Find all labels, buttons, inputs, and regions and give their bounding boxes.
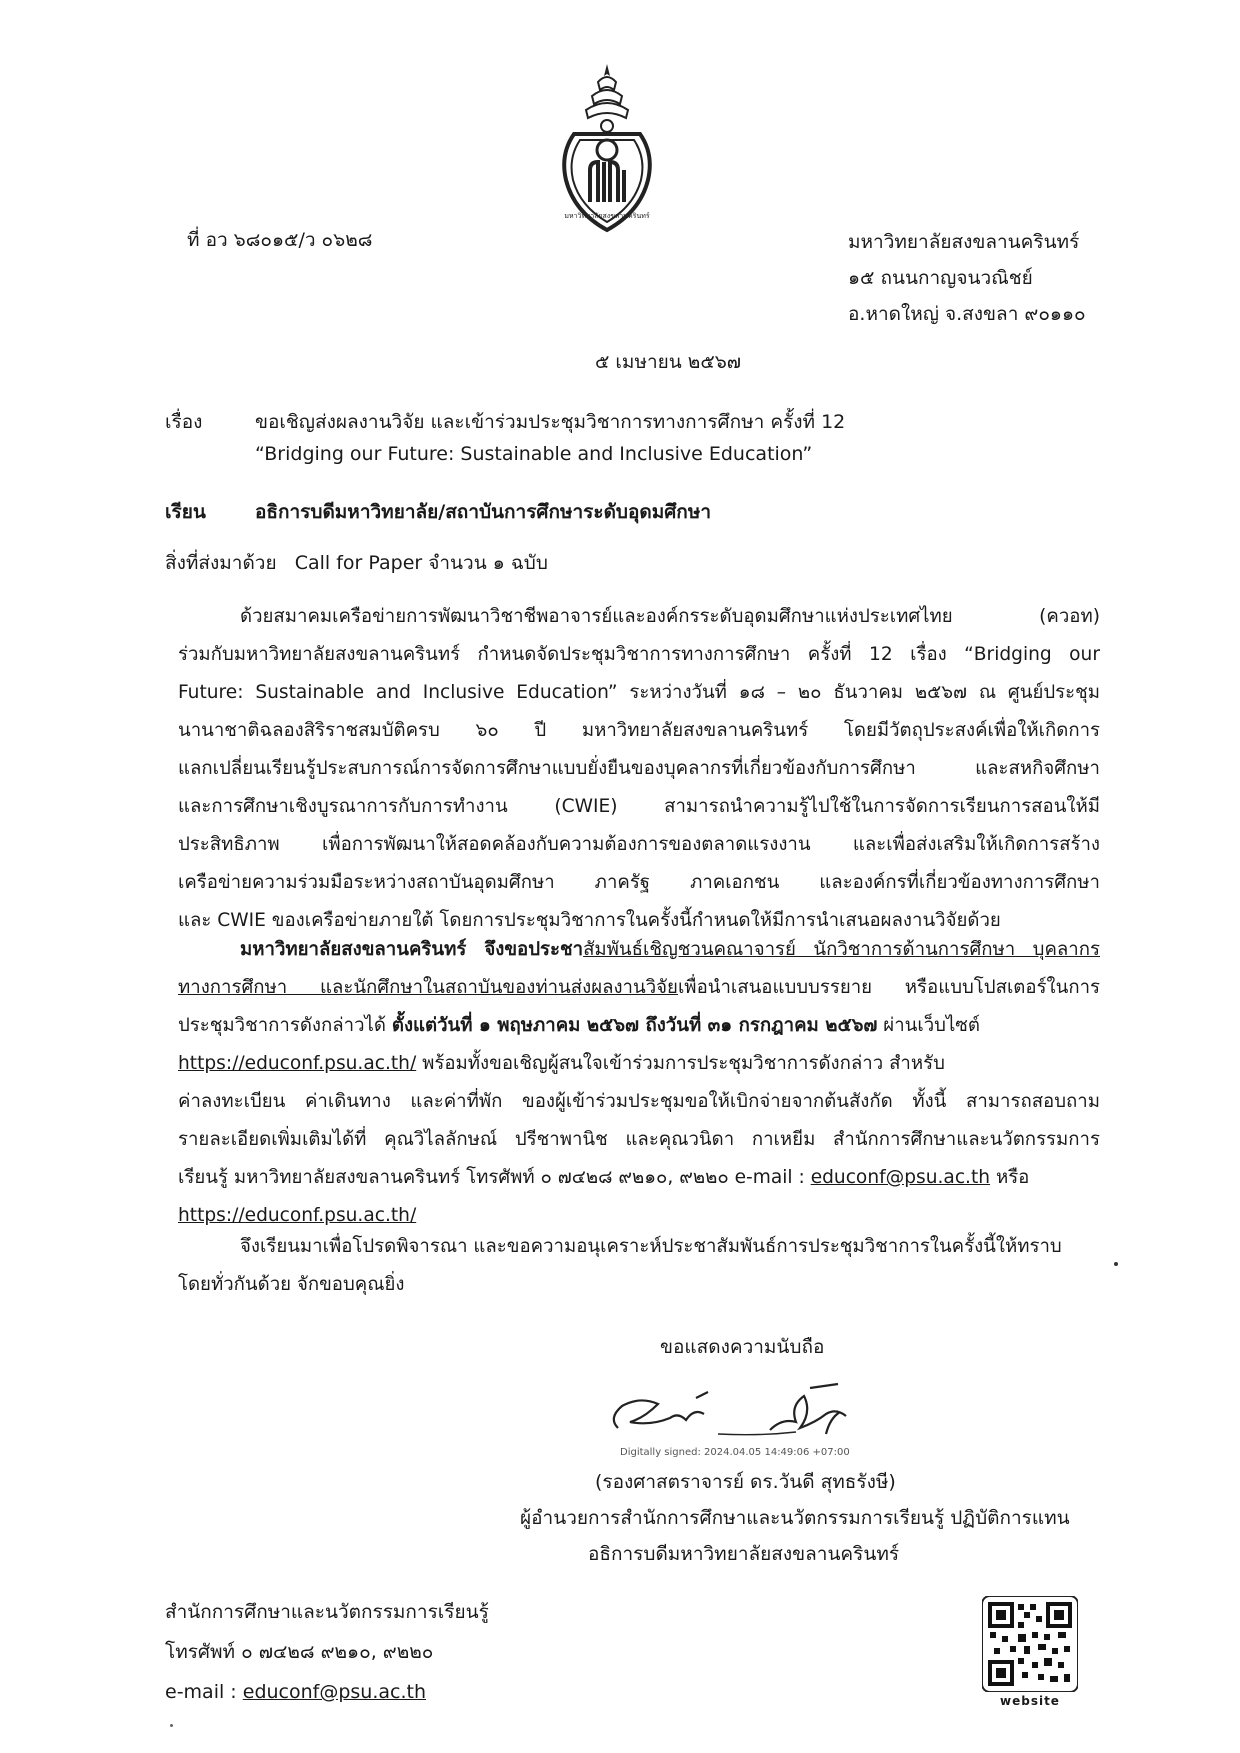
- recipient-value: อธิการบดีมหาวิทยาลัย/สถาบันการศึกษาระดับอุดมศึกษา: [255, 501, 712, 523]
- text-segment: ประชุมวิชาการดังกล่าวได้: [178, 1015, 392, 1036]
- university-name-bold: มหาวิทยาลัยสงขลานครินทร์ จึงขอประชา: [240, 939, 584, 960]
- paragraph-line: นานาชาติฉลองสิริราชสมบัติครบ ๖๐ ปี มหาวิทยาลัยสงขลานครินทร์ โดยมีวัตถุประสงค์เพื่อให้เกิดการ: [178, 720, 1100, 741]
- subject-line-1: ขอเชิญส่งผลงานวิจัย และเข้าร่วมประชุมวิชาการทางการศึกษา ครั้งที่ 12: [255, 411, 846, 433]
- paragraph-line: [178, 931, 1100, 969]
- university-crest-logo: [552, 62, 662, 240]
- paragraph-line: [178, 969, 1100, 1007]
- paragraph-line: [178, 1045, 1100, 1083]
- address-line-1: มหาวิทยาลัยสงขลานครินทร์: [848, 231, 1080, 253]
- signer-position-2: อธิการบดีมหาวิทยาลัยสงขลานครินทร์: [588, 1543, 900, 1565]
- submission-period-bold: ตั้งแต่วันที่ ๑ พฤษภาคม ๒๕๖๗ ถึงวันที่ ๓๑ กรกฎาคม ๒๕๖๗: [391, 1015, 878, 1036]
- handwritten-signature: [600, 1378, 920, 1450]
- address-line-3: อ.หาดใหญ่ จ.สงขลา ๙๐๑๑๐: [848, 303, 1086, 325]
- subject-label: เรื่อง: [165, 411, 203, 433]
- enclosure-line: สิ่งที่ส่งมาด้วย Call for Paper จำนวน ๑ ฉบับ: [165, 552, 548, 574]
- signer-name: (รองศาสตราจารย์ ดร.วันดี สุทธรังษี): [595, 1471, 896, 1493]
- website-link[interactable]: https://educonf.psu.ac.th/: [178, 1053, 417, 1074]
- digital-signature-stamp: Digitally signed: 2024.04.05 14:49:06 +07:00: [620, 1447, 850, 1458]
- paragraph-line: จึงเรียนมาเพื่อโปรดพิจารณา และขอความอนุเคราะห์ประชาสัมพันธ์การประชุมวิชาการในครั้งนี้ให้ทราบ: [240, 1236, 1062, 1257]
- website-qr-code[interactable]: [982, 1596, 1078, 1692]
- text-segment: เพื่อนำเสนอแบบบรรยาย หรือแบบโปสเตอร์ในการ: [677, 977, 1100, 998]
- paragraph-line: ค่าลงทะเบียน ค่าเดินทาง และค่าที่พัก ของผู้เข้าร่วมประชุมขอให้เบิกจ่ายจากต้นสังกัด ทั้งนี้ สามารถสอบถาม: [178, 1091, 1100, 1112]
- body-paragraph-1: [178, 598, 1100, 940]
- website-link[interactable]: https://educonf.psu.ac.th/: [178, 1205, 417, 1226]
- stray-dot: [170, 1724, 173, 1727]
- paragraph-line: รายละเอียดเพิ่มเติมได้ที่ คุณวิไลลักษณ์ ปรีชาพานิช และคุณวนิดา กาเหยีม สำนักการศึกษาและนวัตกรรมการ: [178, 1129, 1100, 1150]
- footer-phone: โทรศัพท์ ๐ ๗๔๒๘ ๙๒๑๐, ๙๒๒๐: [165, 1641, 434, 1663]
- footer-office: สำนักการศึกษาและนวัตกรรมการเรียนรู้: [165, 1601, 489, 1623]
- paragraph-line: ประสิทธิภาพ เพื่อการพัฒนาให้สอดคล้องกับความต้องการของตลาดแรงงาน และเพื่อส่งเสริมให้เกิดการสร้าง: [178, 834, 1100, 855]
- sender-address: [848, 224, 1086, 332]
- crest-text: มหาวิทยาลัยสงขลานครินทร์: [564, 212, 650, 220]
- text-segment: หรือ: [990, 1167, 1030, 1188]
- text-segment: เรียนรู้ มหาวิทยาลัยสงขลานครินทร์ โทรศัพท์ ๐ ๗๔๒๘ ๙๒๑๐, ๙๒๒๐ e-mail :: [178, 1167, 811, 1188]
- underlined-text: ทางการศึกษา และนักศึกษาในสถาบันของท่านส่งผลงานวิจัย: [178, 977, 678, 998]
- paragraph-line: [178, 1159, 1100, 1197]
- qr-code-label: website: [1000, 1694, 1060, 1708]
- email-link[interactable]: educonf@psu.ac.th: [810, 1167, 991, 1188]
- closing-phrase: ขอแสดงความนับถือ: [660, 1336, 825, 1358]
- subject-line-2: “Bridging our Future: Sustainable and Inclusive Education”: [255, 443, 813, 465]
- recipient-label: เรียน: [165, 501, 206, 523]
- address-line-2: ๑๕ ถนนกาญจนวณิชย์: [848, 267, 1033, 289]
- body-paragraph-2: [178, 931, 1100, 1235]
- paragraph-line: ด้วยสมาคมเครือข่ายการพัฒนาวิชาชีพอาจารย์และองค์กรระดับอุดมศึกษาแห่งประเทศไทย (ควอท): [240, 606, 1100, 627]
- footer-email-link[interactable]: educonf@psu.ac.th: [242, 1681, 427, 1703]
- paragraph-line: แลกเปลี่ยนเรียนรู้ประสบการณ์การจัดการศึกษาแบบยั่งยืนของบุคลากรที่เกี่ยวข้องกับการศึกษา และสหกิจศึกษา: [178, 758, 1100, 779]
- body-paragraph-3: [178, 1228, 1100, 1304]
- paragraph-line: และ CWIE ของเครือข่ายภายใต้ โดยการประชุมวิชาการในครั้งนี้กำหนดให้มีการนำเสนอผลงานวิจัยด้วย: [178, 910, 1001, 931]
- letter-date: ๕ เมษายน ๒๕๖๗: [595, 351, 742, 373]
- paragraph-line: [178, 1007, 1100, 1045]
- underlined-text: สัมพันธ์เชิญชวนคณาจารย์ นักวิชาการด้านการศึกษา บุคลากร: [583, 939, 1100, 960]
- text-segment: ผ่านเว็บไซต์: [877, 1015, 980, 1036]
- stray-dot: [1114, 1262, 1118, 1266]
- paragraph-line: และการศึกษาเชิงบูรณาการกับการทำงาน (CWIE) สามารถนำความรู้ไปใช้ในการจัดการเรียนการสอนให้มี: [178, 796, 1100, 817]
- email-label: e-mail :: [165, 1681, 243, 1703]
- text-segment: พร้อมทั้งขอเชิญผู้สนใจเข้าร่วมการประชุมวิชาการดังกล่าว สำหรับ: [416, 1053, 945, 1074]
- paragraph-line: ร่วมกับมหาวิทยาลัยสงขลานครินทร์ กำหนดจัดประชุมวิชาการทางการศึกษา ครั้งที่ 12 เรื่อง “Bridging our: [178, 644, 1100, 665]
- footer-contact: [165, 1592, 489, 1712]
- footer-email-line: [165, 1672, 489, 1712]
- reference-number: ที่ อว ๖๘๐๑๕/ว ๐๖๒๘: [187, 229, 373, 251]
- paragraph-line: เครือข่ายความร่วมมือระหว่างสถาบันอุดมศึกษา ภาครัฐ ภาคเอกชน และองค์กรที่เกี่ยวข้องทางการศึกษา: [178, 872, 1100, 893]
- paragraph-line: โดยทั่วกันด้วย จักขอบคุณยิ่ง: [178, 1274, 405, 1295]
- paragraph-line: Future: Sustainable and Inclusive Education” ระหว่างวันที่ ๑๘ – ๒๐ ธันวาคม ๒๕๖๗ ณ ศูนย์ประชุม: [178, 682, 1100, 703]
- signer-position: ผู้อำนวยการสำนักการศึกษาและนวัตกรรมการเรียนรู้ ปฏิบัติการแทน: [520, 1507, 1070, 1529]
